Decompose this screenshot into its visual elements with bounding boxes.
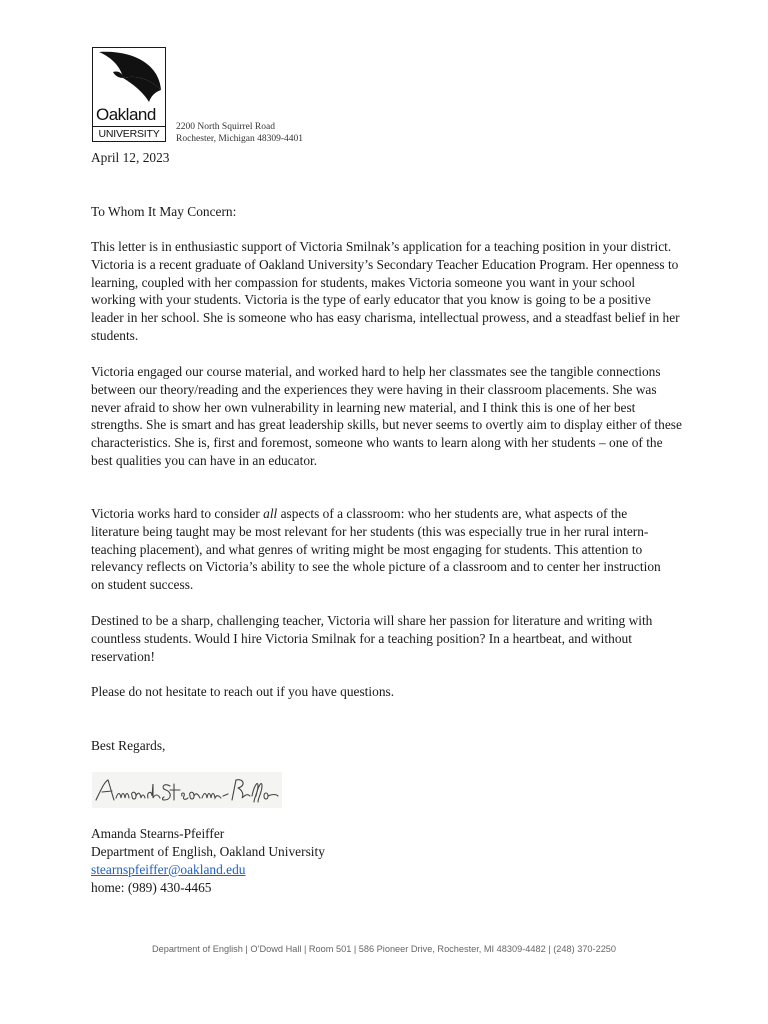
signer-email-row [91,861,691,879]
address-line-1: 2200 North Squirrel Road [176,122,275,132]
sail-logo-icon [93,48,166,108]
closing: Best Regards, [91,738,166,753]
logo-university-label: UNIVERSITY [93,126,165,142]
signer-phone: home: (989) 430-4465 [91,880,212,895]
page-footer: Department of English | O’Dowd Hall | Room 501 | 586 Pioneer Drive, Rochester, MI 48309-4482 | (248) 370-2250 [151,944,617,954]
oakland-university-logo [92,47,166,142]
logo-wordmark: Oakland [96,105,156,124]
body-paragraph-1: This letter is in enthusiastic support of Victoria Smilnak’s application for a teaching position in your district. Victoria is a recent graduate of Oakland University’s Secondary Teacher Education Program. Her openness to learning, coupled with her compassion for students, makes Victoria someone you want in your school working with your students. Victoria is the type of early educator that you know is going to be a positive leader in her school. She is someone who has easy charisma, intellectual prowess, and a steadfast belief in her students. [91,239,680,343]
paragraph-3-end: aspects of a classroom: who her students are, what aspects of the literature being taught may be most relevant for her students (this was especially true in her rural intern-teaching placement), and what genres of writing might be most engaging for students. This attention to relevancy reflects on Victoria’s ability to see the whole picture of a classroom and to center her instruction on student success. [91,506,661,593]
body-paragraph-2: Victoria engaged our course material, and worked hard to help her classmates see the tangible connections between our theory/reading and the experiences they were having in their classroom placements. She was never afraid to show her own vulnerability in learning new material, and I think this is one of her best strengths. She is smart and has great leadership skills, but never seems to overtly aim to display either of these characteristics. She is, first and foremost, someone who wants to learn along with her students – one of the best qualities you can have in an educator. [91,364,682,468]
body-paragraph-3 [91,505,673,594]
letter-date: April 12, 2023 [91,150,170,165]
address-line-2: Rochester, Michigan 48309-4401 [176,134,304,144]
salutation: To Whom It May Concern: [91,204,237,219]
body-paragraph-4: Destined to be a sharp, challenging teacher, Victoria will share her passion for literature and writing with countless students. Would I hire Victoria Smilnak for a teaching position? In a heartbeat, and without reservation! [91,613,653,664]
paragraph-3-emphasis: all [263,506,278,521]
signer-name: Amanda Stearns-Pfeiffer [91,826,225,841]
letterhead [92,47,327,147]
signer-department: Department of English, Oakland University [91,844,325,859]
signature-icon [92,772,282,808]
paragraph-3-start: Victoria works hard to consider [91,506,264,521]
handwritten-signature [92,772,282,808]
signer-email-link[interactable]: stearnspfeiffer@oakland.edu [91,862,246,877]
body-paragraph-5: Please do not hesitate to reach out if you have questions. [91,684,395,699]
